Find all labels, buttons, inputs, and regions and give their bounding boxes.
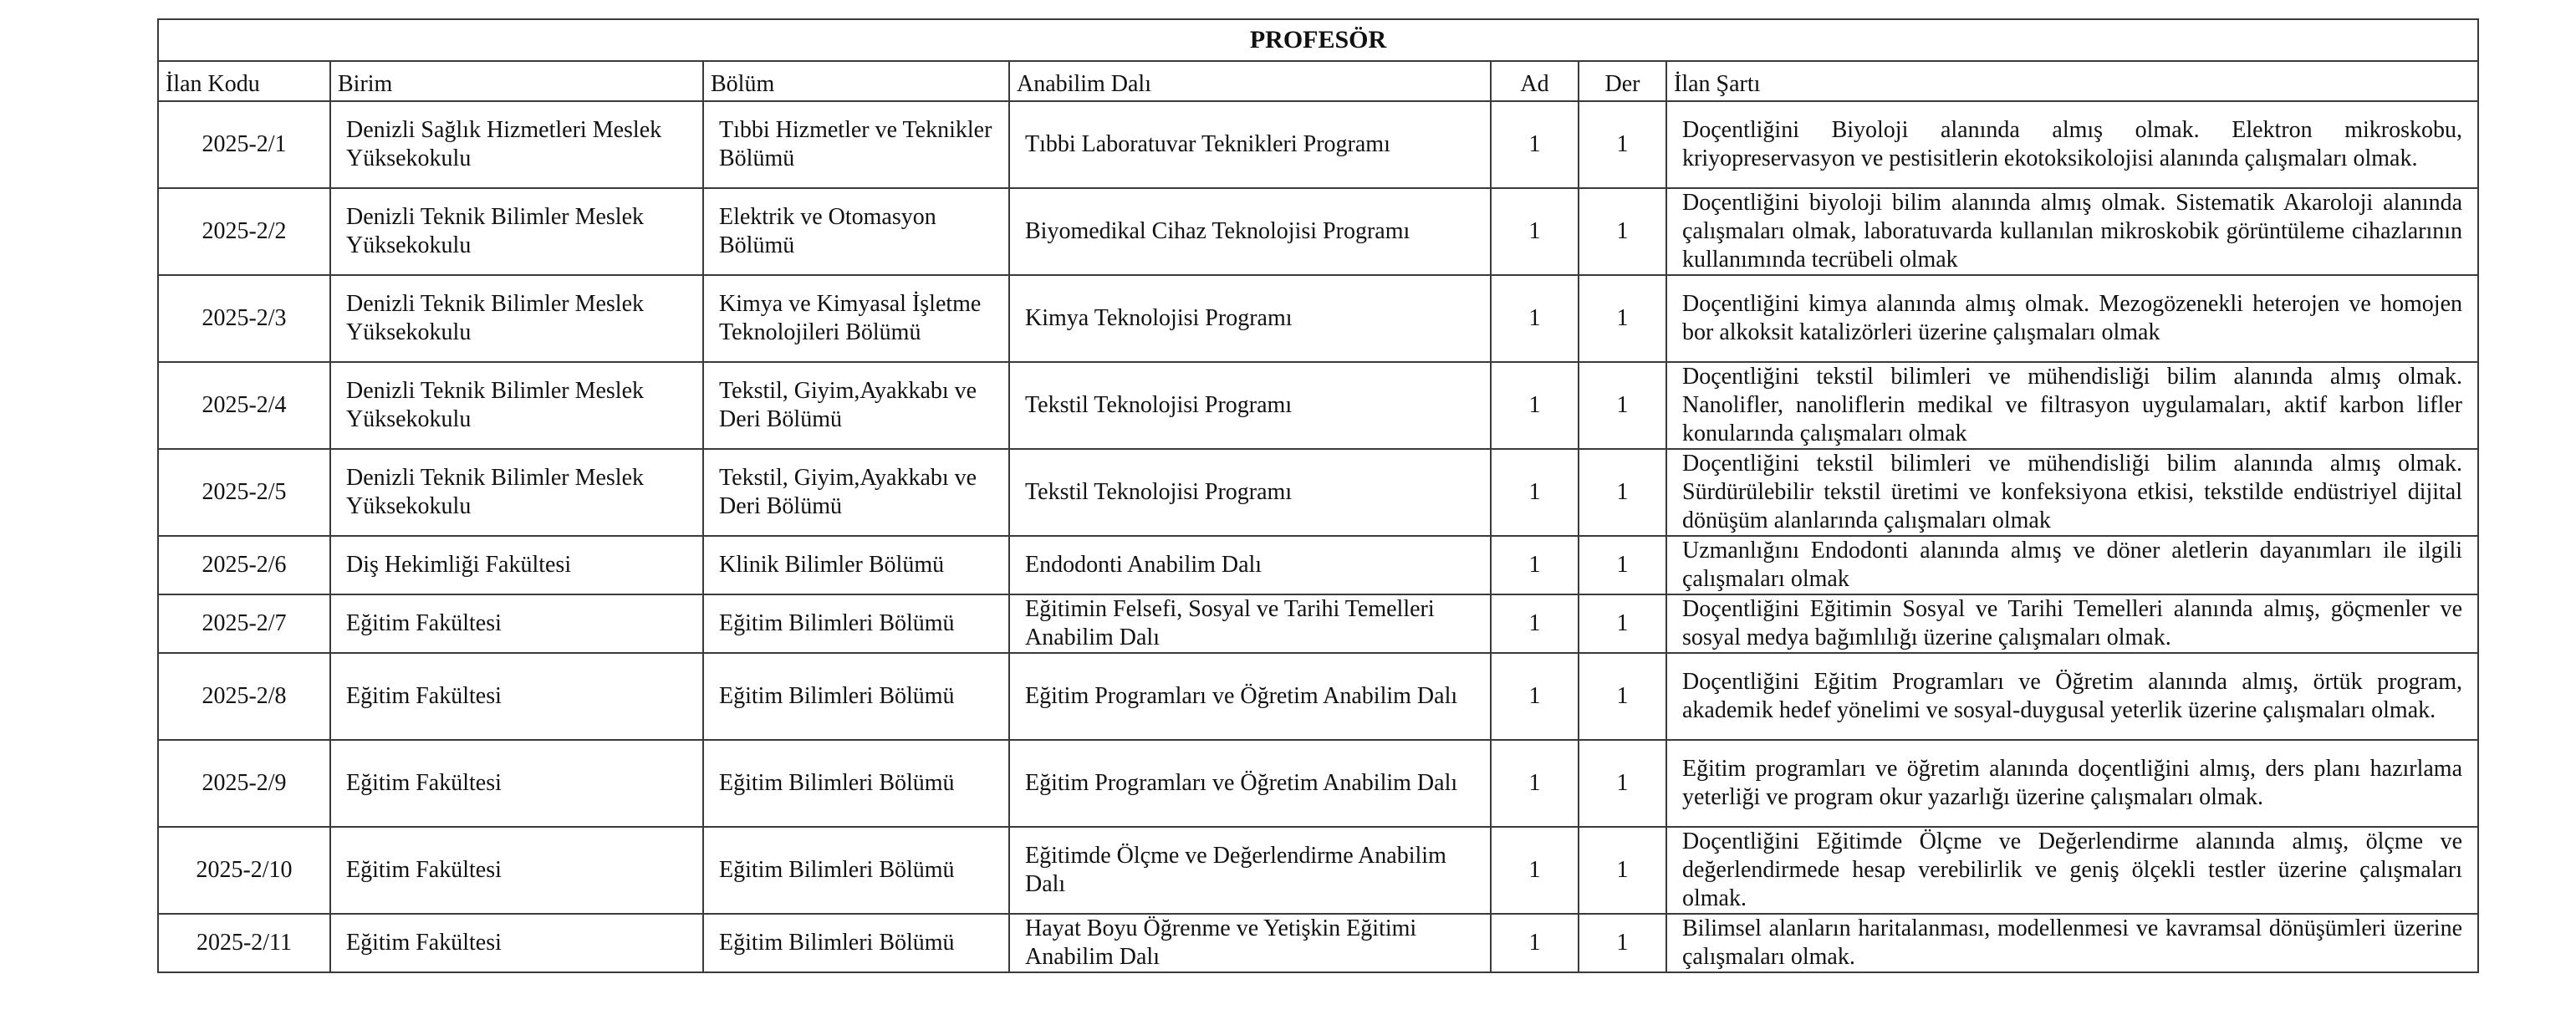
table-row <box>158 449 2478 536</box>
table-row <box>158 536 2478 594</box>
der-cell: 1 <box>1579 653 1666 740</box>
bolum-cell: Tıbbi Hizmetler ve Teknikler Bölümü <box>703 101 1009 188</box>
birim-cell: Eğitim Fakültesi <box>330 653 703 740</box>
column-header-birim: Birim <box>330 61 703 101</box>
ilan-kodu-cell: 2025-2/4 <box>158 362 330 449</box>
bolum-cell: Tekstil, Giyim,Ayakkabı ve Deri Bölümü <box>703 362 1009 449</box>
anabilim-dali-cell: Kimya Teknolojisi Programı <box>1009 275 1491 362</box>
bolum-cell: Kimya ve Kimyasal İşletme Teknolojileri Bölümü <box>703 275 1009 362</box>
ilan-kodu-cell: 2025-2/8 <box>158 653 330 740</box>
ilan-sarti-cell: Doçentliğini Biyoloji alanında almış olmak. Elektron mikroskobu, kriyopreservasyon ve pestisitlerin ekotoksikolojisi alanında çalışmaları olmak. <box>1666 101 2478 188</box>
birim-cell: Eğitim Fakültesi <box>330 740 703 827</box>
table-row <box>158 362 2478 449</box>
bolum-cell: Eğitim Bilimleri Bölümü <box>703 740 1009 827</box>
ilan-kodu-cell: 2025-2/6 <box>158 536 330 594</box>
der-cell: 1 <box>1579 594 1666 653</box>
birim-cell: Denizli Teknik Bilimler Meslek Yüksekokulu <box>330 188 703 275</box>
table-row <box>158 594 2478 653</box>
der-cell: 1 <box>1579 188 1666 275</box>
table-title: PROFESÖR <box>158 19 2478 61</box>
bolum-cell: Elektrik ve Otomasyon Bölümü <box>703 188 1009 275</box>
ilan-kodu-cell: 2025-2/3 <box>158 275 330 362</box>
column-header-bolum: Bölüm <box>703 61 1009 101</box>
table-row <box>158 653 2478 740</box>
table-row <box>158 275 2478 362</box>
anabilim-dali-cell: Tekstil Teknolojisi Programı <box>1009 362 1491 449</box>
anabilim-dali-cell: Tekstil Teknolojisi Programı <box>1009 449 1491 536</box>
ilan-sarti-cell: Doçentliğini tekstil bilimleri ve mühendisliği bilim alanında almış olmak. Sürdürülebilir tekstil üretimi ve konfeksiyona etkisi, tekstilde endüstriyel dijital dönüşüm alanlarında çalışmaları olmak <box>1666 449 2478 536</box>
ilan-table <box>157 18 2479 973</box>
ilan-kodu-cell: 2025-2/9 <box>158 740 330 827</box>
column-header-anabilim-dali: Anabilim Dalı <box>1009 61 1491 101</box>
ilan-sarti-cell: Eğitim programları ve öğretim alanında doçentliğini almış, ders planı hazırlama yeterliği ve program okur yazarlığı üzerine çalışmaları olmak. <box>1666 740 2478 827</box>
ilan-kodu-cell: 2025-2/1 <box>158 101 330 188</box>
anabilim-dali-cell: Hayat Boyu Öğrenme ve Yetişkin Eğitimi Anabilim Dalı <box>1009 914 1491 972</box>
ilan-sarti-cell: Bilimsel alanların haritalanması, modellenmesi ve kavramsal dönüşümleri üzerine çalışmaları olmak. <box>1666 914 2478 972</box>
ilan-sarti-cell: Doçentliğini tekstil bilimleri ve mühendisliği bilim alanında almış olmak. Nanolifler, nanoliflerin medikal ve filtrasyon uygulamaları, aktif karbon lifler konularında çalışmaları olmak <box>1666 362 2478 449</box>
ilan-kodu-cell: 2025-2/11 <box>158 914 330 972</box>
der-cell: 1 <box>1579 536 1666 594</box>
ad-cell: 1 <box>1491 449 1579 536</box>
der-cell: 1 <box>1579 362 1666 449</box>
der-cell: 1 <box>1579 101 1666 188</box>
anabilim-dali-cell: Eğitimde Ölçme ve Değerlendirme Anabilim Dalı <box>1009 827 1491 914</box>
der-cell: 1 <box>1579 449 1666 536</box>
birim-cell: Diş Hekimliği Fakültesi <box>330 536 703 594</box>
ilan-sarti-cell: Uzmanlığını Endodonti alanında almış ve döner aletlerin dayanımları ile ilgili çalışmaları olmak <box>1666 536 2478 594</box>
birim-cell: Denizli Teknik Bilimler Meslek Yüksekokulu <box>330 362 703 449</box>
ilan-sarti-cell: Doçentliğini Eğitimin Sosyal ve Tarihi Temelleri alanında almış, göçmenler ve sosyal medya bağımlılığı üzerine çalışmaları olmak. <box>1666 594 2478 653</box>
anabilim-dali-cell: Eğitimin Felsefi, Sosyal ve Tarihi Temelleri Anabilim Dalı <box>1009 594 1491 653</box>
birim-cell: Eğitim Fakültesi <box>330 827 703 914</box>
anabilim-dali-cell: Eğitim Programları ve Öğretim Anabilim Dalı <box>1009 653 1491 740</box>
column-header-der: Der <box>1579 61 1666 101</box>
table-row <box>158 188 2478 275</box>
bolum-cell: Tekstil, Giyim,Ayakkabı ve Deri Bölümü <box>703 449 1009 536</box>
ad-cell: 1 <box>1491 827 1579 914</box>
anabilim-dali-cell: Tıbbi Laboratuvar Teknikleri Programı <box>1009 101 1491 188</box>
der-cell: 1 <box>1579 827 1666 914</box>
anabilim-dali-cell: Endodonti Anabilim Dalı <box>1009 536 1491 594</box>
ad-cell: 1 <box>1491 536 1579 594</box>
der-cell: 1 <box>1579 275 1666 362</box>
anabilim-dali-cell: Biyomedikal Cihaz Teknolojisi Programı <box>1009 188 1491 275</box>
ad-cell: 1 <box>1491 653 1579 740</box>
column-header-row <box>158 61 2478 101</box>
ilan-kodu-cell: 2025-2/7 <box>158 594 330 653</box>
ad-cell: 1 <box>1491 740 1579 827</box>
table-row <box>158 914 2478 972</box>
birim-cell: Eğitim Fakültesi <box>330 914 703 972</box>
der-cell: 1 <box>1579 740 1666 827</box>
ad-cell: 1 <box>1491 101 1579 188</box>
column-header-ad: Ad <box>1491 61 1579 101</box>
der-cell: 1 <box>1579 914 1666 972</box>
ilan-sarti-cell: Doçentliğini biyoloji bilim alanında almış olmak. Sistematik Akaroloji alanında çalışmaları olmak, laboratuvarda kullanılan mikroskobik görüntüleme cihazlarının kullanımında tecrübeli olmak <box>1666 188 2478 275</box>
bolum-cell: Eğitim Bilimleri Bölümü <box>703 653 1009 740</box>
ilan-kodu-cell: 2025-2/5 <box>158 449 330 536</box>
ad-cell: 1 <box>1491 275 1579 362</box>
birim-cell: Denizli Sağlık Hizmetleri Meslek Yüksekokulu <box>330 101 703 188</box>
table-row <box>158 101 2478 188</box>
ad-cell: 1 <box>1491 188 1579 275</box>
ad-cell: 1 <box>1491 362 1579 449</box>
bolum-cell: Klinik Bilimler Bölümü <box>703 536 1009 594</box>
column-header-ilan-kodu: İlan Kodu <box>158 61 330 101</box>
ilan-kodu-cell: 2025-2/10 <box>158 827 330 914</box>
birim-cell: Denizli Teknik Bilimler Meslek Yüksekokulu <box>330 449 703 536</box>
anabilim-dali-cell: Eğitim Programları ve Öğretim Anabilim Dalı <box>1009 740 1491 827</box>
bolum-cell: Eğitim Bilimleri Bölümü <box>703 594 1009 653</box>
column-header-ilan-sarti: İlan Şartı <box>1666 61 2478 101</box>
birim-cell: Denizli Teknik Bilimler Meslek Yüksekokulu <box>330 275 703 362</box>
birim-cell: Eğitim Fakültesi <box>330 594 703 653</box>
ad-cell: 1 <box>1491 594 1579 653</box>
table-row <box>158 827 2478 914</box>
ilan-sarti-cell: Doçentliğini Eğitimde Ölçme ve Değerlendirme alanında almış, ölçme ve değerlendirmede hesap verebilirlik ve geniş ölçekli testler üzerine çalışmaları olmak. <box>1666 827 2478 914</box>
ad-cell: 1 <box>1491 914 1579 972</box>
table-row <box>158 740 2478 827</box>
ilan-sarti-cell: Doçentliğini Eğitim Programları ve Öğretim alanında almış, örtük program, akademik hedef yönelimi ve sosyal-duygusal yeterlik üzerine çalışmaları olmak. <box>1666 653 2478 740</box>
bolum-cell: Eğitim Bilimleri Bölümü <box>703 827 1009 914</box>
ilan-sarti-cell: Doçentliğini kimya alanında almış olmak. Mezogözenekli heterojen ve homojen bor alkoksit katalizörleri üzerine çalışmaları olmak <box>1666 275 2478 362</box>
ilan-kodu-cell: 2025-2/2 <box>158 188 330 275</box>
bolum-cell: Eğitim Bilimleri Bölümü <box>703 914 1009 972</box>
